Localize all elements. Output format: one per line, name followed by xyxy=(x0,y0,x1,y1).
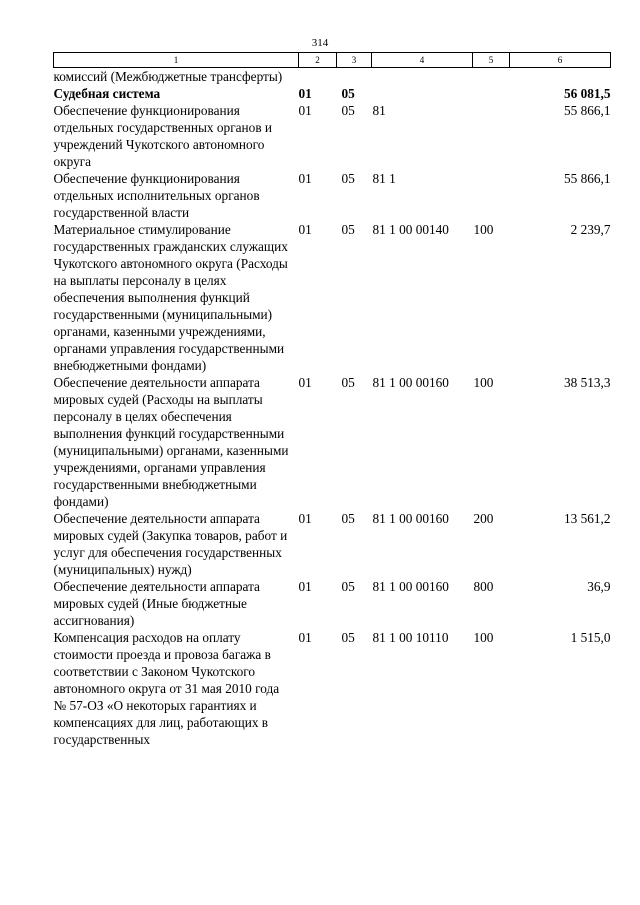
row-amount: 56 081,5 xyxy=(563,86,611,101)
row-name: Обеспечение деятельности аппарата мировых судей (Иные бюджетные ассигнования) xyxy=(53,579,260,628)
row-subsection: 05 xyxy=(341,579,355,594)
row-name: Обеспечение функционирования отдельных государственных органов и учреждений Чукотского автономного округа xyxy=(53,103,273,169)
row-expense-type: 100 xyxy=(473,222,494,237)
row-target-code xyxy=(372,68,473,86)
row-name: Обеспечение деятельности аппарата мировых судей (Расходы на выплаты персоналу в целях обеспечения выполнения функций государственными (муниципальными) органами, казенными учреждениями, органами управления государственными внебюджетными фондами) xyxy=(53,375,289,509)
table-header xyxy=(54,53,611,68)
row-expense-type xyxy=(473,170,510,221)
row-amount: 13 561,2 xyxy=(563,511,611,526)
row-target-code xyxy=(372,85,473,102)
row-amount xyxy=(510,68,611,86)
row-target-code: 81 1 00 10110 xyxy=(372,630,449,645)
header-col-3: 3 xyxy=(337,53,372,68)
row-subsection: 05 xyxy=(341,171,355,186)
row-section: 01 xyxy=(298,511,312,526)
table-body xyxy=(54,68,611,749)
row-target-code: 81 1 xyxy=(372,171,396,186)
budget-table xyxy=(53,52,611,748)
row-target-code: 81 xyxy=(372,103,386,118)
row-expense-type: 100 xyxy=(473,375,494,390)
table-row xyxy=(54,102,611,170)
row-subsection: 05 xyxy=(341,630,355,645)
row-amount: 38 513,3 xyxy=(563,375,611,390)
table-row xyxy=(54,68,611,86)
table-row xyxy=(54,170,611,221)
row-section: 01 xyxy=(298,222,312,237)
table-row xyxy=(54,221,611,374)
row-section: 01 xyxy=(298,171,312,186)
header-col-2: 2 xyxy=(299,53,337,68)
header-col-6: 6 xyxy=(510,53,611,68)
row-expense-type xyxy=(473,85,510,102)
row-amount: 36,9 xyxy=(587,579,611,594)
row-section: 01 xyxy=(298,375,312,390)
row-section: 01 xyxy=(298,579,312,594)
row-section xyxy=(299,68,337,86)
row-section: 01 xyxy=(298,86,312,101)
row-target-code: 81 1 00 00140 xyxy=(372,222,449,237)
header-col-4: 4 xyxy=(372,53,473,68)
table-row xyxy=(54,629,611,748)
row-section: 01 xyxy=(298,103,312,118)
row-target-code: 81 1 00 00160 xyxy=(372,375,449,390)
row-name: Судебная система xyxy=(53,86,161,101)
row-subsection xyxy=(337,68,372,86)
row-target-code: 81 1 00 00160 xyxy=(372,579,449,594)
row-subsection: 05 xyxy=(341,103,355,118)
row-name: Обеспечение функционирования отдельных исполнительных органов государственной власти xyxy=(53,171,260,220)
row-amount: 1 515,0 xyxy=(570,630,611,645)
row-name: Обеспечение деятельности аппарата мировых судей (Закупка товаров, работ и услуг для обеспечения государственных (муниципальных) нужд) xyxy=(53,511,288,577)
row-expense-type: 800 xyxy=(473,579,494,594)
row-expense-type: 200 xyxy=(473,511,494,526)
table-row xyxy=(54,578,611,629)
header-col-1: 1 xyxy=(54,53,299,68)
row-subsection: 05 xyxy=(341,86,355,101)
row-subsection: 05 xyxy=(341,222,355,237)
row-amount: 55 866,1 xyxy=(563,103,611,118)
row-name: Материальное стимулирование государственных гражданских служащих Чукотского автономного округа (Расходы на выплаты персоналу в целях обеспечения выполнения функций государственными (муниципальными) органами, казенными учреждениями, органами управления государственными внебюджетными фондами) xyxy=(53,222,288,373)
row-name: комиссий (Межбюджетные трансферты) xyxy=(53,69,283,84)
row-expense-type xyxy=(473,102,510,170)
row-amount: 2 239,7 xyxy=(570,222,611,237)
header-col-5: 5 xyxy=(473,53,510,68)
row-subsection: 05 xyxy=(341,511,355,526)
row-target-code: 81 1 00 00160 xyxy=(372,511,449,526)
row-section: 01 xyxy=(298,630,312,645)
row-expense-type: 100 xyxy=(473,630,494,645)
row-expense-type xyxy=(473,68,510,86)
table-row xyxy=(54,85,611,102)
table-row xyxy=(54,374,611,510)
table-row xyxy=(54,510,611,578)
row-subsection: 05 xyxy=(341,375,355,390)
page-number: 314 xyxy=(311,37,329,49)
row-name: Компенсация расходов на оплату стоимости проезда и провоза багажа в соответствии с Законом Чукотского автономного округа от 31 мая 2010 года № 57-ОЗ «О некоторых гарантиях и компенсациях для лиц, работающих в государственных xyxy=(53,630,280,747)
row-amount: 55 866,1 xyxy=(563,171,611,186)
